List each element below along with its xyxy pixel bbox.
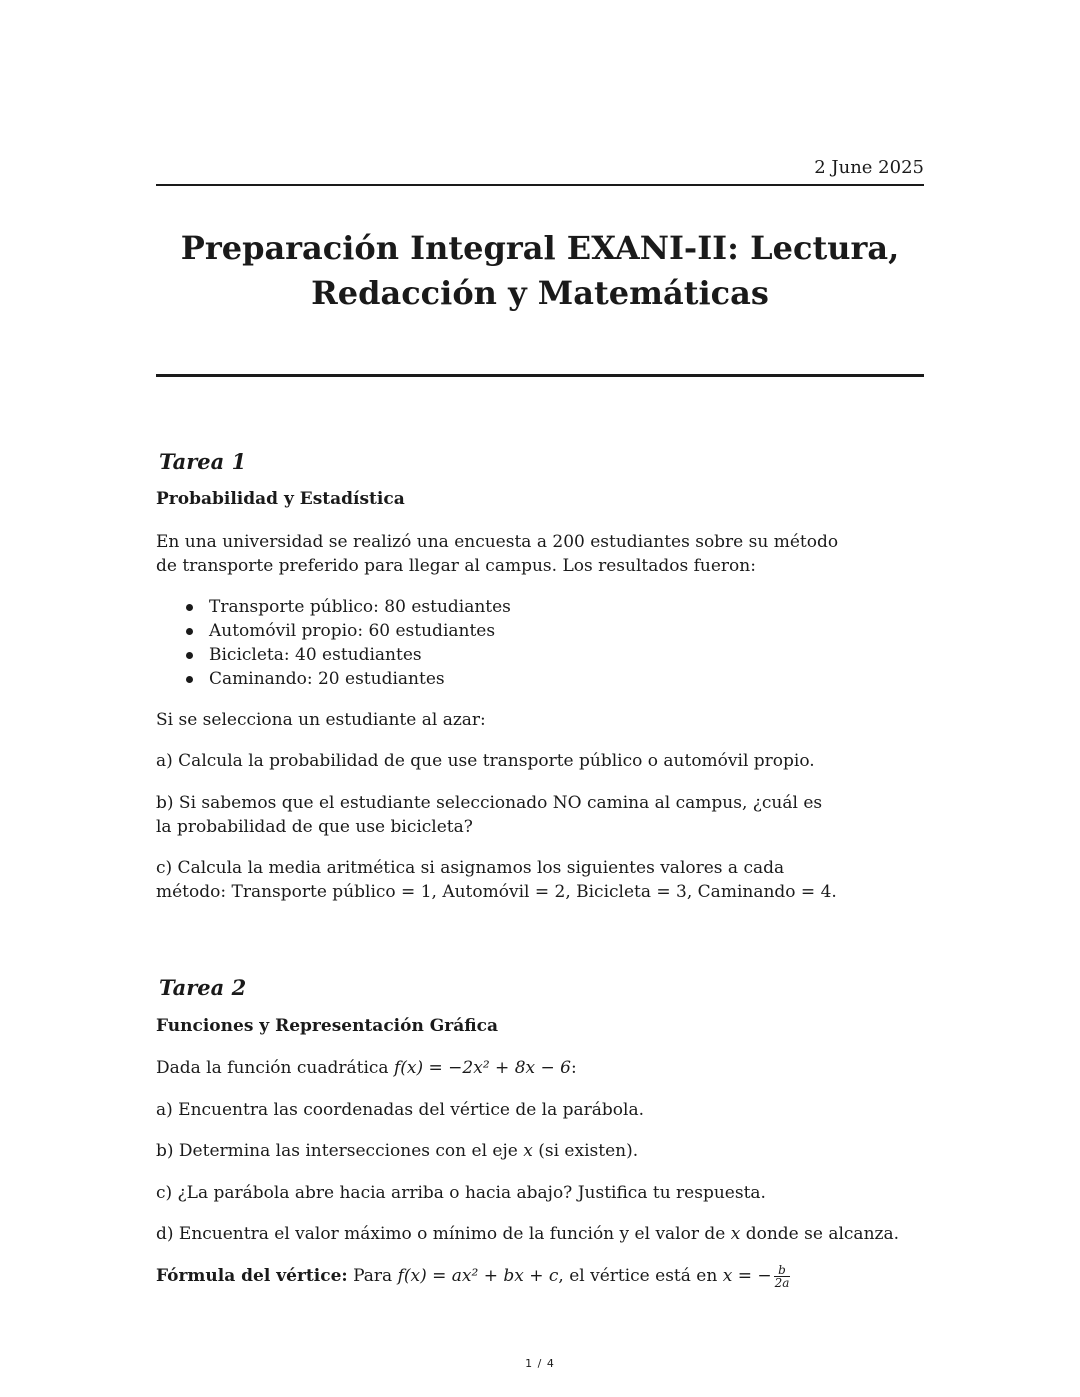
task1-prompt: Si se selecciona un estudiante al azar: bbox=[156, 710, 486, 730]
document-title bbox=[156, 226, 924, 316]
task1-subheading: Probabilidad y Estadística bbox=[156, 489, 405, 509]
task2-question-d bbox=[156, 1222, 916, 1246]
task2-intro bbox=[156, 1056, 896, 1080]
list-item: Automóvil propio: 60 estudiantes bbox=[209, 619, 511, 643]
fraction-denominator: 2a bbox=[774, 1276, 790, 1290]
task2-question-a: a) Encuentra las coordenadas del vértice de la parábola. bbox=[156, 1100, 645, 1120]
variable-x: x bbox=[730, 1224, 741, 1244]
vertex-formula-text-1: Para bbox=[353, 1266, 393, 1286]
header-divider bbox=[156, 184, 924, 186]
variable-x: x bbox=[523, 1141, 533, 1161]
vertex-formula-text-2: , el vértice está en bbox=[558, 1266, 718, 1286]
quadratic-function: f(x) = −2x² + 8x − 6 bbox=[393, 1058, 571, 1078]
fraction-numerator: b bbox=[774, 1264, 791, 1277]
general-quadratic: f(x) = ax² + bx + c bbox=[397, 1266, 559, 1286]
document-date: 2 June 2025 bbox=[814, 157, 924, 178]
task1-question-a: a) Calcula la probabilidad de que use transporte público o automóvil propio. bbox=[156, 751, 815, 771]
page-number: 1 / 4 bbox=[525, 1357, 555, 1370]
task1-question-b: b) Si sabemos que el estudiante seleccionado NO camina al campus, ¿cuál es la probabilidad de que use bicicleta? bbox=[156, 793, 823, 837]
title-divider bbox=[156, 374, 924, 377]
vertex-x-expression: x = − bbox=[722, 1266, 772, 1286]
title-line-1: Preparación Integral EXANI-II: Lectura, bbox=[180, 229, 900, 267]
task1-heading: Tarea 1 bbox=[159, 449, 247, 474]
task1-question-c: c) Calcula la media aritmética si asignamos los siguientes valores a cada método: Transporte público = 1, Automóvil = 2, Bicicleta = 3, Caminando = 4. bbox=[156, 858, 837, 902]
transport-list bbox=[156, 595, 511, 691]
vertex-fraction bbox=[774, 1264, 791, 1289]
task2-qd-text: d) Encuentra el valor máximo o mínimo de la función y el valor de bbox=[156, 1224, 726, 1244]
task2-heading: Tarea 2 bbox=[159, 975, 247, 1000]
task2-intro-end: : bbox=[570, 1058, 577, 1078]
task2-subheading: Funciones y Representación Gráfica bbox=[156, 1016, 498, 1036]
task2-qb-text: b) Determina las intersecciones con el eje bbox=[156, 1141, 518, 1161]
title-line-2: Redacción y Matemáticas bbox=[311, 274, 769, 312]
task2-intro-text: Dada la función cuadrática bbox=[156, 1058, 389, 1078]
list-item: Transporte público: 80 estudiantes bbox=[209, 597, 511, 617]
vertex-formula bbox=[156, 1264, 916, 1289]
list-item: Bicicleta: 40 estudiantes bbox=[209, 643, 511, 667]
vertex-formula-label: Fórmula del vértice: bbox=[156, 1266, 348, 1286]
task2-question-b bbox=[156, 1139, 896, 1163]
task2-qd-end: donde se alcanza. bbox=[745, 1224, 900, 1244]
task2-qb-end: (si existen). bbox=[538, 1141, 639, 1161]
task2-question-c: c) ¿La parábola abre hacia arriba o hacia abajo? Justifica tu respuesta. bbox=[156, 1183, 766, 1203]
task1-intro: En una universidad se realizó una encuesta a 200 estudiantes sobre su método de transporte preferido para llegar al campus. Los resultados fueron: bbox=[156, 532, 839, 576]
list-item: Caminando: 20 estudiantes bbox=[209, 667, 511, 691]
